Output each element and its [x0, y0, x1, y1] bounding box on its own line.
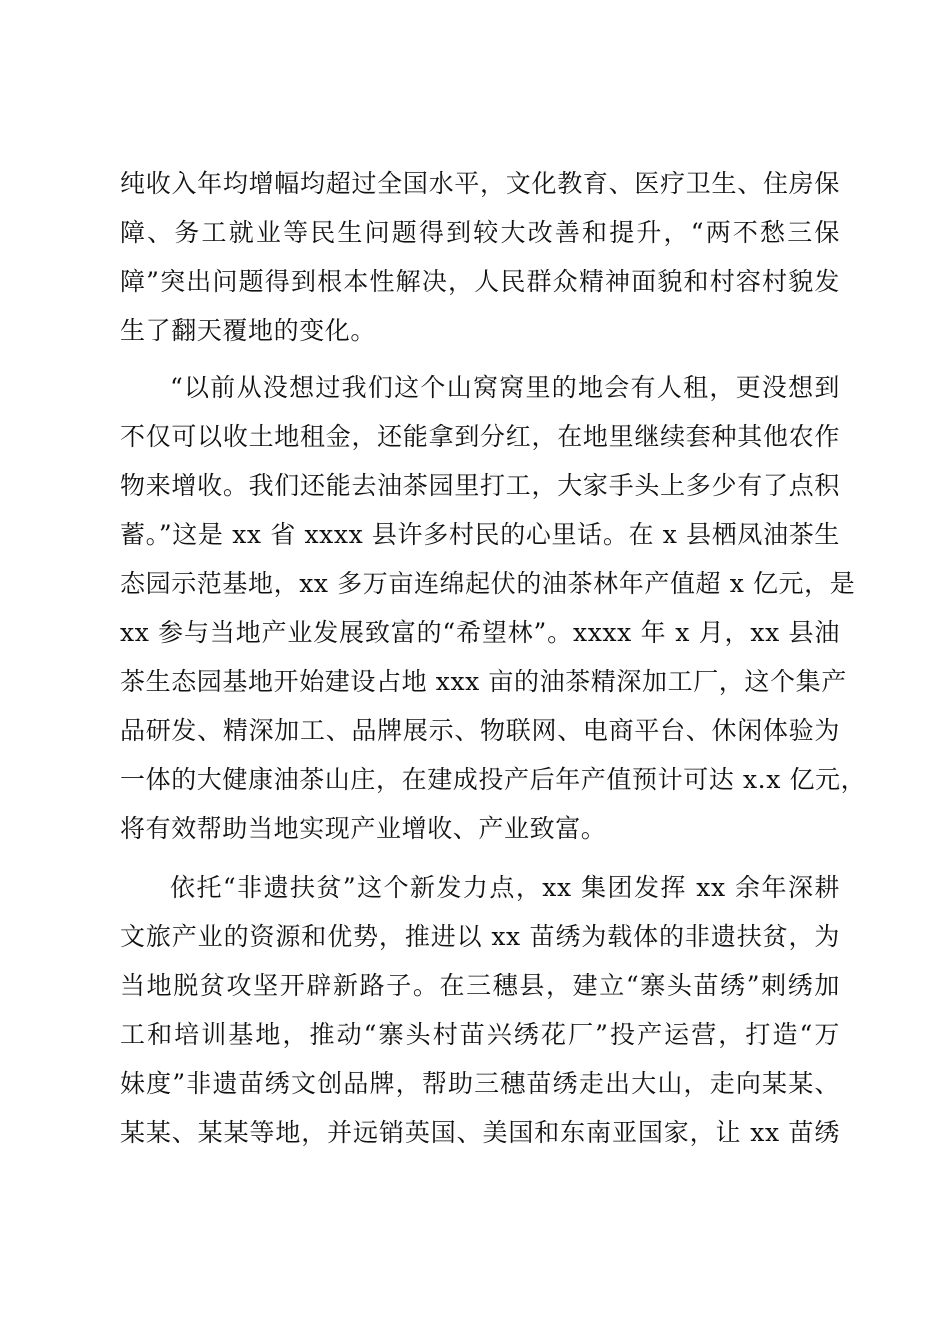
paragraph-line: 纯收入年均增幅均超过全国水平，文化教育、医疗卫生、住房保 [120, 169, 840, 198]
paragraph-line: 某某、某某等地，并远销英国、美国和东南亚国家，让 xx 苗绣 [120, 1118, 840, 1147]
paragraph-line: 生了翻天覆地的变化。 [120, 316, 377, 345]
paragraph-line: 妹度”非遗苗绣文创品牌，帮助三穗苗绣走出大山，走向某某、 [120, 1069, 840, 1098]
paragraph-line: 品研发、精深加工、品牌展示、物联网、电商平台、休闲体验为 [120, 716, 840, 745]
paragraph-line: 蓄。”这是 xx 省 xxxx 县许多村民的心里话。在 x 县栖凤油茶生 [120, 520, 840, 549]
paragraph-line: 障、务工就业等民生问题得到较大改善和提升，“两不愁三保 [120, 218, 840, 247]
paragraph-2 [120, 363, 867, 853]
paragraph-line: 茶生态园基地开始建设占地 xxx 亩的油茶精深加工厂，这个集产 [120, 667, 847, 696]
paragraph-3 [120, 863, 840, 1157]
paragraph-line: “以前从没想过我们这个山窝窝里的地会有人租，更没想到 [170, 373, 840, 402]
paragraph-line: 物来增收。我们还能去油茶园里打工，大家手头上多少有了点积 [120, 471, 840, 500]
paragraph-1 [120, 159, 840, 355]
paragraph-line: 态园示范基地，xx 多万亩连绵起伏的油茶林年产值超 x 亿元，是 [120, 569, 856, 598]
paragraph-line: 一体的大健康油茶山庄，在建成投产后年产值预计可达 x.x 亿元， [120, 765, 867, 794]
paragraph-line: 障”突出问题得到根本性解决，人民群众精神面貌和村容村貌发 [120, 267, 840, 296]
paragraph-line: 不仅可以收土地租金，还能拿到分红，在地里继续套种其他农作 [120, 422, 840, 451]
paragraph-line: 文旅产业的资源和优势，推进以 xx 苗绣为载体的非遗扶贫，为 [120, 922, 840, 951]
paragraph-line: 将有效帮助当地实现产业增收、产业致富。 [120, 814, 607, 843]
paragraph-line: xx 参与当地产业发展致富的“希望林”。xxxx 年 x 月，xx 县油 [120, 618, 840, 647]
paragraph-line: 工和培训基地，推动“寨头村苗兴绣花厂”投产运营，打造“万 [120, 1020, 840, 1049]
paragraph-line: 依托“非遗扶贫”这个新发力点，xx 集团发挥 xx 余年深耕 [170, 873, 840, 902]
paragraph-line: 当地脱贫攻坚开辟新路子。在三穗县，建立“寨头苗绣”刺绣加 [120, 971, 840, 1000]
